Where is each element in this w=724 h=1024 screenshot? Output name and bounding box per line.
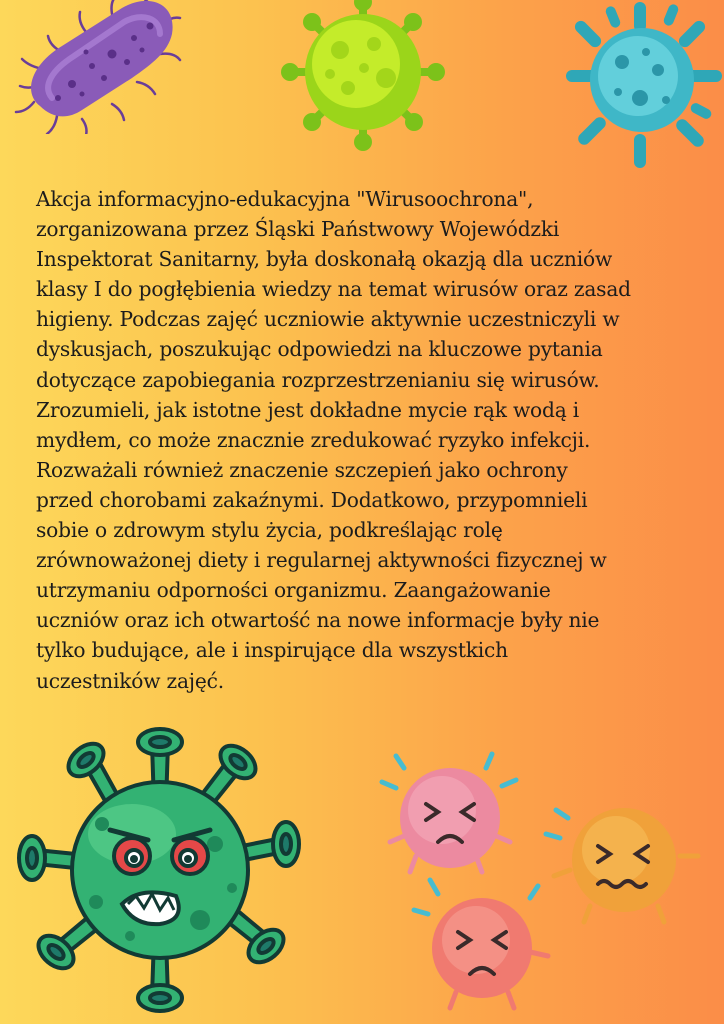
text-line: zrównoważonej diety i regularnej aktywności fizycznej w — [36, 548, 607, 573]
orange-germ-icon — [540, 780, 724, 930]
text-line: Rozważali również znaczenie szczepień jako ochrony — [36, 457, 568, 482]
text-line: mydłem, co może znacznie zredukować ryzyko infekcji. — [36, 427, 591, 452]
text-line: tylko budujące, ale i inspirujące dla wszystkich — [36, 638, 508, 663]
text-line: dyskusjach, poszukując odpowiedzi na kluczowe pytania — [36, 337, 603, 362]
text-line: sobie o zdrowym stylu życia, podkreślając rolę — [36, 518, 503, 543]
red-germ-icon — [408, 866, 558, 1016]
text-line: dotyczące zapobiegania rozprzestrzenianiu się wirusów. — [36, 367, 600, 392]
text-line: uczestników zajęć. — [36, 668, 224, 693]
text-line: zorganizowana przez Śląski Państwowy Wojewódzki — [36, 217, 560, 242]
purple-bacterium-icon — [12, 0, 182, 134]
teal-virus-icon — [562, 0, 724, 172]
angry-virus-icon — [10, 724, 310, 1014]
text-line: Akcja informacyjno-edukacyjna "Wirusoochrona", — [36, 187, 534, 211]
green-virus-icon — [278, 0, 448, 152]
text-line: Zrozumieli, jak istotne jest dokładne mycie rąk wodą i — [36, 397, 580, 422]
text-line: Inspektorat Sanitarny, była doskonałą okazją dla uczniów — [36, 247, 613, 272]
text-line: uczniów oraz ich otwartość na nowe informacje były nie — [36, 608, 600, 633]
text-line: utrzymaniu odporności organizmu. Zaangażowanie — [36, 578, 551, 603]
article-text — [36, 184, 708, 696]
text-line: klasy I do pogłębienia wiedzy na temat wirusów oraz zasad — [36, 277, 631, 302]
pink-germ-icon — [376, 746, 526, 886]
text-line: higieny. Podczas zajęć uczniowie aktywnie uczestniczyli w — [36, 307, 620, 332]
text-line: przed chorobami zakaźnymi. Dodatkowo, przypomnieli — [36, 487, 588, 512]
